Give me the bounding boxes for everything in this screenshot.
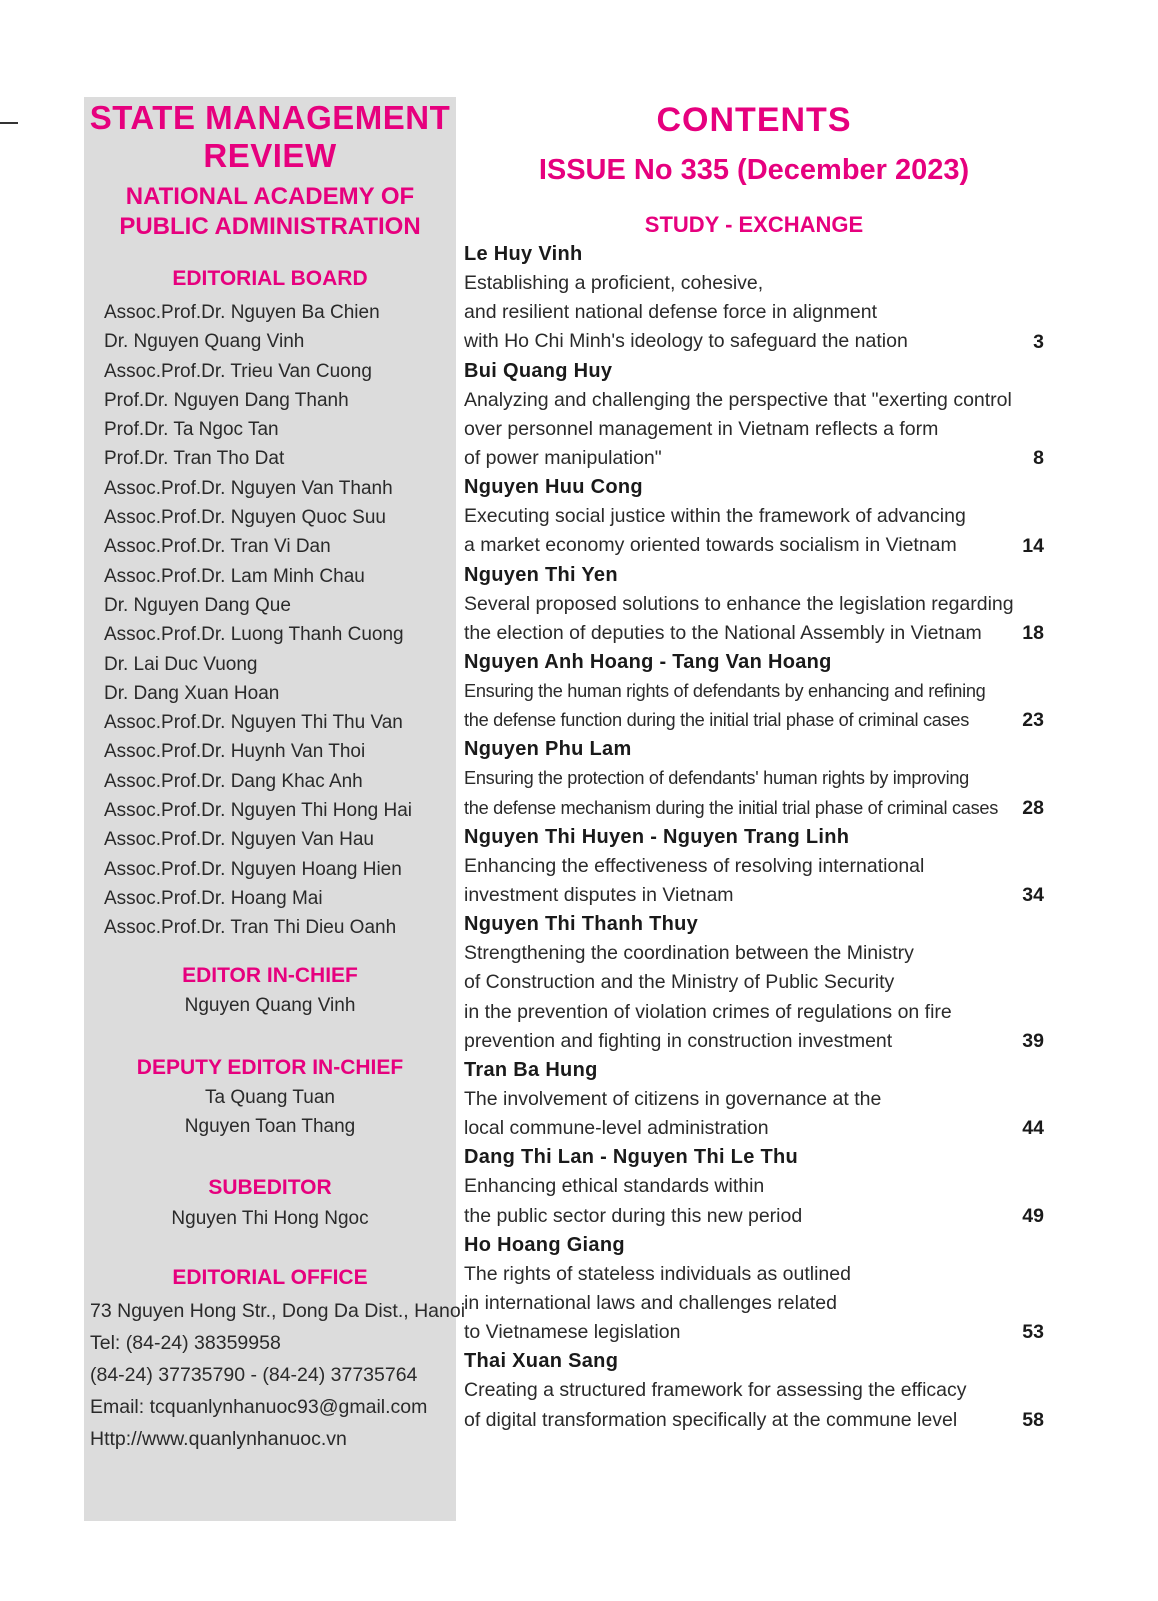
office-phone: Tel: (84-24) 38359958: [90, 1332, 281, 1354]
page-number: 58: [1022, 1408, 1044, 1431]
board-member: Assoc.Prof.Dr. Nguyen Hoang Hien: [104, 858, 402, 880]
journal-title-line1: STATE MANAGEMENT: [89, 99, 451, 136]
article-title-line: Strengthening the coordination between the Ministry: [464, 942, 914, 965]
board-member: Assoc.Prof.Dr. Nguyen Thi Hong Hai: [104, 800, 413, 822]
issue-label: ISSUE No 335 (December 2023): [538, 154, 970, 186]
article-title-line: Analyzing and challenging the perspective that "exerting control: [464, 388, 1012, 411]
editor-in-chief-heading: EDITOR IN-CHIEF: [182, 964, 358, 987]
board-member: Assoc.Prof.Dr. Nguyen Van Hau: [104, 829, 374, 851]
article-title-line: Enhancing the effectiveness of resolving international: [464, 854, 925, 877]
board-member: Dr. Nguyen Dang Que: [104, 594, 291, 616]
editorial-board-heading: EDITORIAL BOARD: [172, 267, 368, 290]
article-author: Nguyen Anh Hoang - Tang Van Hoang: [464, 651, 832, 674]
editorial-board-list: [104, 298, 412, 943]
article-author: Nguyen Thi Yen: [464, 563, 618, 586]
article-title-line: Ensuring the human rights of defendants by enhancing and refining: [464, 681, 986, 702]
board-member: Assoc.Prof.Dr. Hoang Mai: [104, 887, 323, 909]
article-title-line: in the prevention of violation crimes of regulations on fire: [464, 1000, 952, 1023]
article-title-line: The involvement of citizens in governance at the: [464, 1088, 882, 1111]
page-number: 28: [1022, 796, 1044, 819]
office-website[interactable]: Http://www.quanlynhanuoc.vn: [90, 1428, 347, 1450]
toc-entry[interactable]: [464, 561, 1044, 648]
publisher-line2: PUBLIC ADMINISTRATION: [119, 213, 421, 240]
page-number: 3: [1033, 330, 1044, 353]
board-member: Assoc.Prof.Dr. Trieu Van Cuong: [104, 360, 372, 382]
article-title-line: a market economy oriented towards socialism in Vietnam: [464, 534, 957, 557]
article-title-line: Enhancing ethical standards within: [464, 1175, 765, 1198]
toc-entry[interactable]: [464, 240, 1044, 357]
article-title-line: to Vietnamese legislation: [464, 1321, 681, 1344]
subeditor-name: Nguyen Thi Hong Ngoc: [171, 1208, 369, 1229]
article-author: Ho Hoang Giang: [464, 1233, 625, 1256]
article-author: Tran Ba Hung: [464, 1059, 598, 1082]
board-member: Prof.Dr. Tran Tho Dat: [104, 448, 285, 470]
toc-entry[interactable]: [464, 473, 1044, 560]
page-number: 18: [1022, 622, 1044, 645]
section-heading: STUDY - EXCHANGE: [644, 212, 864, 237]
article-title-line: prevention and fighting in construction investment: [464, 1029, 893, 1052]
deputy-editor-heading: DEPUTY EDITOR IN-CHIEF: [136, 1056, 404, 1079]
board-member: Assoc.Prof.Dr. Nguyen Quoc Suu: [104, 507, 386, 529]
board-member: Assoc.Prof.Dr. Huynh Van Thoi: [104, 741, 366, 763]
contents-title: CONTENTS: [656, 101, 852, 139]
board-member: Assoc.Prof.Dr. Nguyen Ba Chien: [104, 302, 380, 323]
crop-mark: [0, 122, 18, 124]
masthead-panel: [84, 97, 466, 1521]
board-member: Dr. Lai Duc Vuong: [104, 653, 258, 675]
article-title-line: investment disputes in Vietnam: [464, 884, 734, 907]
toc-entry[interactable]: [464, 1231, 1044, 1348]
page-number: 8: [1033, 447, 1044, 470]
article-title-line: the defense function during the initial trial phase of criminal cases: [464, 710, 970, 731]
editorial-office-contact: [90, 1295, 465, 1455]
page-number: 49: [1022, 1204, 1044, 1227]
page-number: 34: [1022, 884, 1044, 907]
toc-entry[interactable]: [464, 1143, 1044, 1230]
deputy-editor-name: Ta Quang Tuan: [205, 1087, 335, 1108]
article-author: Bui Quang Huy: [464, 359, 613, 382]
article-title-line: the election of deputies to the National Assembly in Vietnam: [464, 621, 982, 644]
article-title-line: the public sector during this new period: [464, 1204, 803, 1227]
board-member: Assoc.Prof.Dr. Dang Khac Anh: [104, 770, 363, 792]
article-title-line: and resilient national defense force in alignment: [464, 301, 878, 324]
page-number: 53: [1022, 1321, 1044, 1344]
toc-entry[interactable]: [464, 1347, 1044, 1434]
board-member: Dr. Nguyen Quang Vinh: [104, 331, 305, 353]
page-number: 23: [1022, 709, 1044, 732]
board-member: Prof.Dr. Nguyen Dang Thanh: [104, 389, 349, 411]
deputy-editor-name: Nguyen Toan Thang: [184, 1116, 356, 1137]
toc-entry[interactable]: [464, 648, 1044, 735]
page-number: 39: [1022, 1030, 1044, 1053]
article-title-line: of Construction and the Ministry of Public Security: [464, 971, 895, 994]
article-author: Thai Xuan Sang: [464, 1350, 619, 1373]
article-title-line: over personnel management in Vietnam reflects a form: [464, 417, 939, 440]
article-author: Nguyen Thi Huyen - Nguyen Trang Linh: [464, 825, 850, 848]
article-title-line: of power manipulation": [464, 447, 662, 470]
article-title-line: The rights of stateless individuals as outlined: [464, 1262, 851, 1285]
article-author: Le Huy Vinh: [464, 243, 583, 265]
board-member: Assoc.Prof.Dr. Tran Vi Dan: [104, 536, 331, 558]
article-author: Dang Thi Lan - Nguyen Thi Le Thu: [464, 1146, 799, 1169]
editor-in-chief-name: Nguyen Quang Vinh: [184, 995, 356, 1016]
board-member: Assoc.Prof.Dr. Lam Minh Chau: [104, 565, 365, 587]
article-author: Nguyen Phu Lam: [464, 738, 632, 761]
article-title-line: Several proposed solutions to enhance the legislation regarding: [464, 592, 1014, 615]
article-title-line: local commune-level administration: [464, 1117, 769, 1140]
table-of-contents: [464, 240, 1044, 1435]
article-title-line: with Ho Chi Minh's ideology to safeguard the nation: [464, 330, 908, 353]
office-address: 73 Nguyen Hong Str., Dong Da Dist., Hanoi: [90, 1300, 466, 1322]
page-number: 14: [1022, 534, 1044, 557]
office-phone-secondary: (84-24) 37735790 - (84-24) 37735764: [90, 1364, 418, 1386]
page-number: 44: [1022, 1117, 1044, 1140]
article-title-line: Establishing a proficient, cohesive,: [464, 272, 764, 294]
article-author: Nguyen Thi Thanh Thuy: [464, 913, 699, 936]
publisher-line1: NATIONAL ACADEMY OF: [125, 183, 415, 210]
board-member: Assoc.Prof.Dr. Luong Thanh Cuong: [104, 624, 404, 646]
board-member: Prof.Dr. Ta Ngoc Tan: [104, 419, 279, 441]
editorial-office-heading: EDITORIAL OFFICE: [172, 1266, 368, 1289]
board-member: Dr. Dang Xuan Hoan: [104, 682, 280, 704]
toc-entry[interactable]: [464, 357, 1044, 474]
board-member: Assoc.Prof.Dr. Nguyen Thi Thu Van: [104, 712, 403, 734]
article-title-line: Creating a structured framework for assessing the efficacy: [464, 1379, 967, 1402]
article-title-line: Executing social justice within the framework of advancing: [464, 505, 966, 528]
office-email[interactable]: Email: tcquanlynhanuoc93@gmail.com: [90, 1396, 428, 1418]
toc-entry[interactable]: [464, 823, 1044, 910]
journal-title-line2: REVIEW: [203, 137, 337, 174]
board-member: Assoc.Prof.Dr. Tran Thi Dieu Oanh: [104, 917, 397, 939]
article-author: Nguyen Huu Cong: [464, 476, 643, 499]
article-title-line: of digital transformation specifically at the commune level: [464, 1408, 958, 1431]
subeditor-heading: SUBEDITOR: [208, 1176, 332, 1199]
toc-entry[interactable]: [464, 1056, 1044, 1143]
board-member: Assoc.Prof.Dr. Nguyen Van Thanh: [104, 477, 393, 499]
toc-entry[interactable]: [464, 910, 1044, 1056]
article-title-line: the defense mechanism during the initial trial phase of criminal cases: [464, 797, 999, 818]
article-title-line: Ensuring the protection of defendants' human rights by improving: [464, 768, 969, 789]
article-title-line: in international laws and challenges related: [464, 1292, 837, 1315]
toc-entry[interactable]: [464, 735, 1044, 822]
